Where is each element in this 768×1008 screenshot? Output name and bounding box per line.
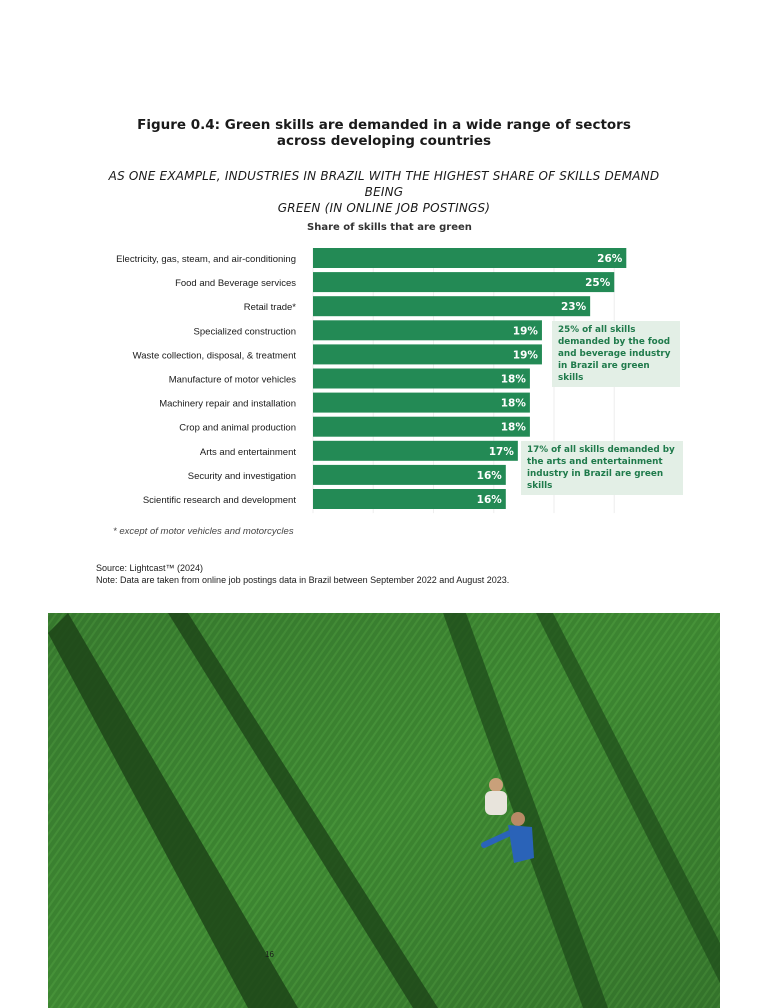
bar-value-label: 25% <box>585 277 611 290</box>
category-label: Crop and animal production <box>179 422 296 434</box>
bar <box>313 393 530 413</box>
bar-value-label: 23% <box>561 301 587 314</box>
bar <box>313 296 590 316</box>
bar <box>313 441 518 461</box>
page-number: 16 <box>265 950 274 959</box>
figure-title-line2: across developing countries <box>276 133 492 149</box>
figure-subtitle-line2: GREEN (IN ONLINE JOB POSTINGS) <box>277 201 491 215</box>
callout-arts-line: 17% of all skills demanded by <box>527 445 675 455</box>
callout-food-line: 25% of all skills <box>558 325 636 335</box>
category-label: Specialized construction <box>193 326 296 338</box>
category-label: Arts and entertainment <box>199 446 296 458</box>
wheat-field-photo <box>48 613 720 1008</box>
figure-title <box>0 117 768 149</box>
bar-value-label: 17% <box>488 445 514 458</box>
figure-title-line1: Figure 0.4: Green skills are demanded in a wide range of sectors <box>137 117 631 133</box>
bar-value-label: 26% <box>597 253 623 265</box>
category-label: Retail trade* <box>243 302 296 314</box>
category-label: Machinery repair and installation <box>159 398 296 410</box>
bar <box>313 369 530 389</box>
source-line: Source: Lightcast™ (2024) <box>96 563 204 573</box>
callout-arts-line: industry in Brazil are green skills <box>527 469 664 491</box>
category-label: Electricity, gas, steam, and air-conditioning <box>116 254 296 265</box>
bar-value-label: 16% <box>476 469 502 482</box>
callout-food-line: demanded by the food <box>558 337 671 347</box>
bar-value-label: 18% <box>500 397 526 410</box>
category-label: Waste collection, disposal, & treatment <box>132 350 296 362</box>
callout-arts-line: the arts and entertainment <box>527 457 663 467</box>
category-label: Security and investigation <box>187 470 296 482</box>
bar-value-label: 18% <box>500 373 526 386</box>
bar <box>313 272 614 292</box>
bar-value-label: 19% <box>512 325 538 338</box>
category-label: Manufacture of motor vehicles <box>168 374 296 386</box>
category-label: Scientific research and development <box>142 495 296 506</box>
callout-food-line: and beverage industry <box>558 349 671 359</box>
callout-arts <box>521 441 683 495</box>
bar-value-label: 18% <box>500 421 526 434</box>
bar <box>313 344 542 364</box>
source-block <box>96 562 509 586</box>
bar <box>313 248 626 268</box>
note-line: Note: Data are taken from online job postings data in Brazil between September 2022 and August 2023. <box>96 575 510 585</box>
footnote: * except of motor vehicles and motorcycles <box>113 526 294 537</box>
wheat-field-image <box>48 613 720 1008</box>
callout-food-line: in Brazil are green skills <box>558 361 650 383</box>
watermark-logo: ◎ <box>8 983 22 1001</box>
figure-subtitle-line1: AS ONE EXAMPLE, INDUSTRIES IN BRAZIL WITH THE HIGHEST SHARE OF SKILLS DEMAND BEING <box>108 169 660 199</box>
figure-subtitle <box>100 168 668 216</box>
bar-value-label: 16% <box>476 494 502 506</box>
bar <box>313 320 542 340</box>
callout-food <box>552 321 680 387</box>
bar <box>313 417 530 437</box>
category-label: Food and Beverage services <box>175 278 296 290</box>
bar-value-label: 19% <box>512 349 538 362</box>
chart-title: Share of skills that are green <box>307 222 472 233</box>
